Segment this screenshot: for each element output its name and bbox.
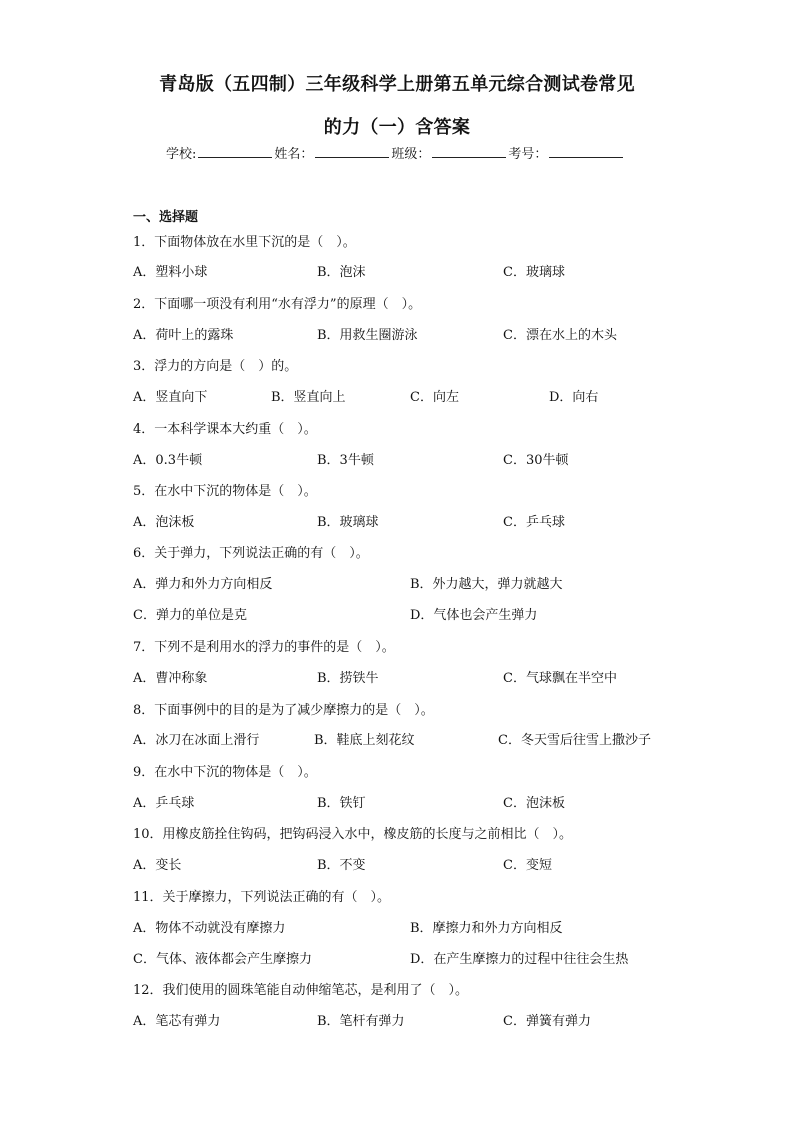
question-options — [133, 671, 693, 687]
option-b[interactable]: B．用救生圈游泳 — [317, 328, 418, 343]
question-options — [133, 921, 693, 937]
option-c[interactable]: C．漂在水上的木头 — [503, 328, 617, 343]
question-stem: 6．关于弹力，下列说法正确的有（ ）。 — [133, 546, 369, 561]
section-heading: 一、选择题 — [133, 210, 199, 225]
question-stem: 3．浮力的方向是（ ）的。 — [133, 359, 298, 374]
question-stem: 9．在水中下沉的物体是（ ）。 — [133, 765, 317, 780]
question-options — [133, 796, 693, 812]
option-c[interactable]: C．气体、液体都会产生摩擦力 — [133, 952, 312, 967]
option-c[interactable]: C．变短 — [503, 858, 552, 873]
number-label: 考号： — [508, 147, 548, 162]
option-d[interactable]: D．在产生摩擦力的过程中往往会生热 — [410, 952, 629, 967]
question-stem: 2．下面哪一项没有利用“水有浮力”的原理（ ）。 — [133, 297, 422, 312]
option-b[interactable]: B．3牛顿 — [317, 453, 374, 468]
question-options — [133, 453, 693, 469]
option-a[interactable]: A．泡沫板 — [133, 515, 195, 530]
option-a[interactable]: A．变长 — [133, 858, 182, 873]
name-label: 姓名： — [274, 147, 314, 162]
question-stem: 1．下面物体放在水里下沉的是（ ）。 — [133, 235, 356, 250]
option-c[interactable]: C．弹簧有弹力 — [503, 1014, 591, 1029]
question-stem: 7．下列不是利用水的浮力的事件的是（ ）。 — [133, 640, 395, 655]
question-stem: 4．一本科学课本大约重（ ）。 — [133, 422, 317, 437]
option-c[interactable]: C．泡沫板 — [503, 796, 565, 811]
option-a[interactable]: A．0.3牛顿 — [133, 453, 203, 468]
student-info-row — [166, 143, 625, 162]
option-b[interactable]: B．外力越大，弹力就越大 — [410, 577, 563, 592]
question-options — [133, 952, 693, 968]
question-options — [133, 608, 693, 624]
question-stem: 10．用橡皮筋拴住钩码，把钩码浸入水中，橡皮筋的长度与之前相比（ ）。 — [133, 827, 573, 842]
question-options — [133, 265, 693, 281]
option-a[interactable]: A．物体不动就没有摩擦力 — [133, 921, 286, 936]
question-stem: 5．在水中下沉的物体是（ ）。 — [133, 484, 317, 499]
class-label: 班级： — [391, 147, 431, 162]
option-a[interactable]: A．笔芯有弹力 — [133, 1014, 221, 1029]
option-b[interactable]: B．笔杆有弹力 — [317, 1014, 405, 1029]
option-a[interactable]: A．冰刀在冰面上滑行 — [133, 733, 260, 748]
option-a[interactable]: A．乒乓球 — [133, 796, 195, 811]
option-b[interactable]: B．摩擦力和外力方向相反 — [410, 921, 563, 936]
option-c[interactable]: C．冬天雪后往雪上撒沙子 — [498, 733, 651, 748]
question-options — [133, 328, 693, 344]
question-stem: 8．下面事例中的目的是为了减少摩擦力的是（ ）。 — [133, 703, 434, 718]
option-c[interactable]: C．乒乓球 — [503, 515, 565, 530]
option-b[interactable]: B．不变 — [317, 858, 366, 873]
option-c[interactable]: C．气球飘在半空中 — [503, 671, 617, 686]
option-b[interactable]: B．鞋底上刻花纹 — [314, 733, 415, 748]
option-a[interactable]: A．竖直向下 — [133, 390, 208, 405]
school-label: 学校: — [166, 147, 197, 162]
option-a[interactable]: A．荷叶上的露珠 — [133, 328, 234, 343]
option-a[interactable]: A．弹力和外力方向相反 — [133, 577, 273, 592]
option-c[interactable]: C．玻璃球 — [503, 265, 565, 280]
question-options — [133, 1014, 693, 1030]
option-b[interactable]: B．捞铁牛 — [317, 671, 379, 686]
question-options — [133, 858, 693, 874]
option-b[interactable]: B．铁钉 — [317, 796, 366, 811]
option-a[interactable]: A．曹冲称象 — [133, 671, 208, 686]
question-options — [133, 390, 693, 406]
document-title-line2: 的力（一）含答案 — [323, 117, 471, 138]
option-b[interactable]: B．竖直向上 — [271, 390, 346, 405]
question-options — [133, 733, 693, 749]
option-b[interactable]: B．玻璃球 — [317, 515, 379, 530]
option-c[interactable]: C．弹力的单位是克 — [133, 608, 247, 623]
class-field[interactable] — [432, 144, 506, 158]
option-c[interactable]: C．30牛顿 — [503, 453, 569, 468]
name-field[interactable] — [315, 144, 389, 158]
question-options — [133, 577, 693, 593]
option-d[interactable]: D．气体也会产生弹力 — [410, 608, 538, 623]
question-options — [133, 515, 693, 531]
school-field[interactable] — [198, 144, 272, 158]
number-field[interactable] — [549, 144, 623, 158]
option-c[interactable]: C．向左 — [410, 390, 459, 405]
document-title-line1: 青岛版（五四制）三年级科学上册第五单元综合测试卷常见 — [159, 74, 635, 95]
question-stem: 12．我们使用的圆珠笔能自动伸缩笔芯，是利用了（ ）。 — [133, 983, 469, 998]
option-d[interactable]: D．向右 — [549, 390, 599, 405]
option-b[interactable]: B．泡沫 — [317, 265, 366, 280]
question-stem: 11．关于摩擦力，下列说法正确的有（ ）。 — [133, 890, 391, 905]
option-a[interactable]: A．塑料小球 — [133, 265, 208, 280]
